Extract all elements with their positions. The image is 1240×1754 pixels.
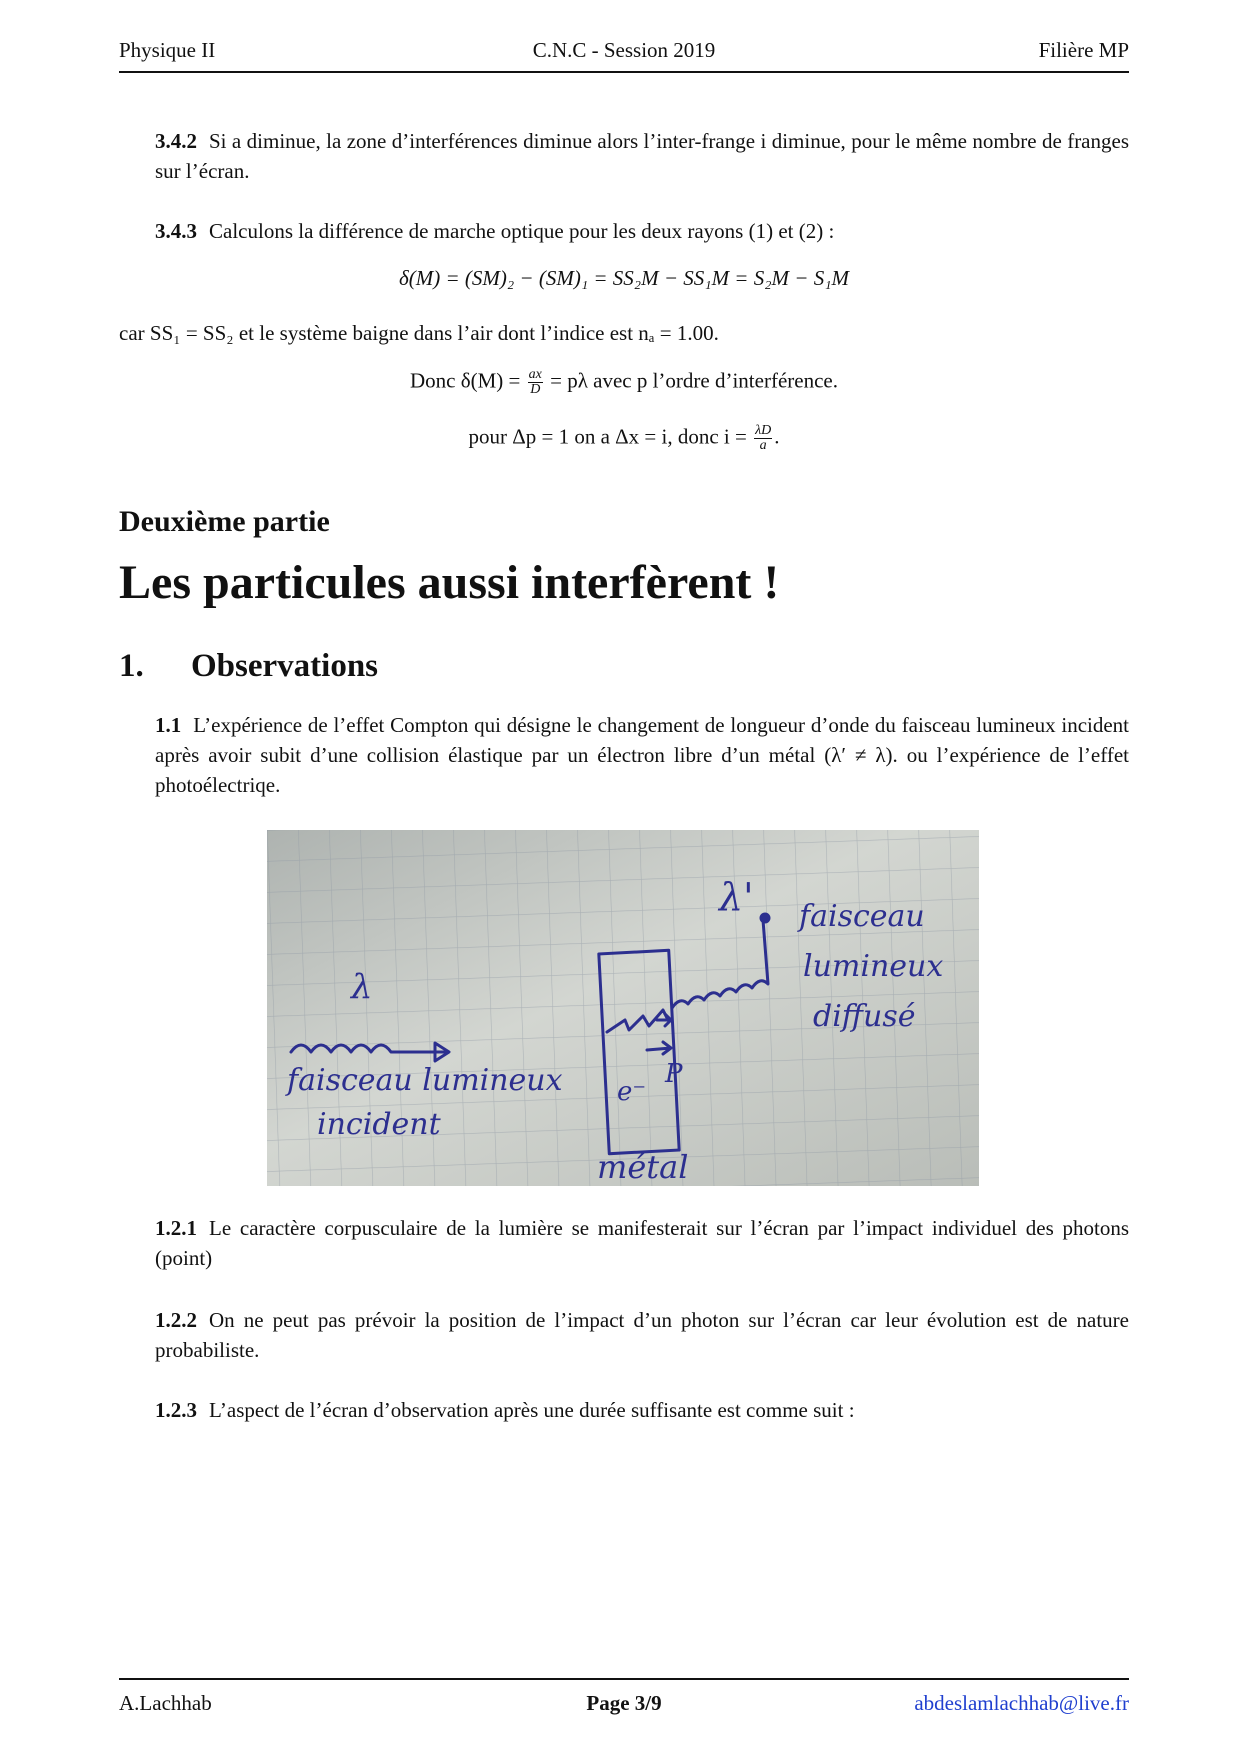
equation-order: Donc δ(M) = $\frac{ax}{D}$ = pλ avec p l’ordre d’interférence. — [410, 367, 838, 397]
answer-text: On ne peut pas prévoir la position de l’impact d’un photon sur l’écran car leur évolution est de nature probabiliste. — [155, 1308, 1129, 1362]
answer-number: 1.2.2 — [155, 1308, 197, 1332]
section-number: 1. — [119, 648, 144, 684]
answer-number: 3.4.2 — [155, 129, 197, 153]
footer-author: A.Lachhab — [119, 1691, 212, 1715]
part-subtitle: Deuxième partie — [119, 505, 330, 538]
header-exam: C.N.C - Session 2019 — [532, 38, 716, 62]
label-lambda: λ — [351, 967, 373, 1007]
label-electron: e⁻ — [617, 1077, 647, 1107]
answer-number: 1.2.1 — [155, 1216, 197, 1240]
section-name: Observations — [191, 648, 379, 684]
label-momentum: P — [665, 1059, 683, 1089]
document-page — [119, 0, 1129, 1754]
answer-3-4-2 — [119, 126, 1129, 186]
footer-rule — [119, 1678, 1129, 1680]
compton-sketch-photo — [267, 830, 979, 1186]
label-metal: métal — [597, 1148, 689, 1186]
label-lambda-prime: λ' — [719, 875, 754, 919]
answer-text: L’aspect de l’écran d’observation après une durée suffisante est comme suit : — [209, 1398, 855, 1422]
label-diffuse-1: faisceau — [799, 899, 925, 934]
header-rule — [119, 71, 1129, 73]
section-title — [119, 648, 378, 685]
answer-number: 3.4.3 — [155, 219, 197, 243]
header-track: Filière MP — [1038, 38, 1129, 62]
answer-1-1 — [119, 710, 1129, 800]
answer-number: 1.1 — [155, 713, 182, 737]
scattered-arrowhead — [761, 914, 769, 922]
answer-text: Calculons la différence de marche optique pour les deux rayons (1) et (2) : — [209, 219, 835, 243]
label-diffuse-2: lumineux — [803, 949, 944, 984]
answer-number: 1.2.3 — [155, 1398, 197, 1422]
label-incident-beam: faisceau lumineux — [287, 1063, 563, 1098]
part-title: Les particules aussi interfèrent ! — [119, 556, 780, 609]
answer-1-2-2 — [119, 1305, 1129, 1365]
equation-fringe-spacing: pour Δp = 1 on a Δx = i, donc i = $\frac{\lambda D}{a}$ . — [468, 423, 780, 453]
answer-text: Si a diminue, la zone d’interférences diminue alors l’inter-frange i diminue, pour le même nombre de franges sur l’écran. — [155, 129, 1129, 183]
compton-sketch — [267, 830, 979, 1186]
fraction-lambda-d-over-a: $\frac{\lambda D}{a}$ — [755, 423, 772, 453]
equation-path-difference: δ(M) = (SM)₂ − (SM)₁ = SS₂M − SS₁M = S₂M − S₁M — [398, 266, 849, 290]
answer-text: L’expérience de l’effet Compton qui désigne le changement de longueur d’onde du faisceau lumineux incident après avoir subit d’une collision élastique par un électron libre d’un métal (λ′ ≠ λ). ou l’expérience de l’effet photoélectriqe. — [155, 713, 1129, 797]
header-course: Physique II — [119, 38, 216, 62]
equation-note: car SS₁ = SS₂ et le système baigne dans l’air dont l’indice est nₐ = 1.00. — [119, 321, 719, 345]
answer-1-2-1 — [119, 1213, 1129, 1273]
answer-text: Le caractère corpusculaire de la lumière se manifesterait sur l’écran par l’impact individuel des photons (point) — [155, 1216, 1129, 1270]
answer-1-2-3 — [119, 1395, 1129, 1425]
answer-3-4-3 — [119, 216, 1129, 246]
fraction-ax-over-d: $\frac{ax}{D}$ — [528, 367, 542, 397]
label-diffuse-3: diffusé — [813, 999, 916, 1034]
label-incident: incident — [317, 1107, 441, 1142]
footer-email-link[interactable]: abdeslamlachhab@live.fr — [914, 1691, 1129, 1715]
footer-page-number: Page 3/9 — [586, 1691, 662, 1715]
